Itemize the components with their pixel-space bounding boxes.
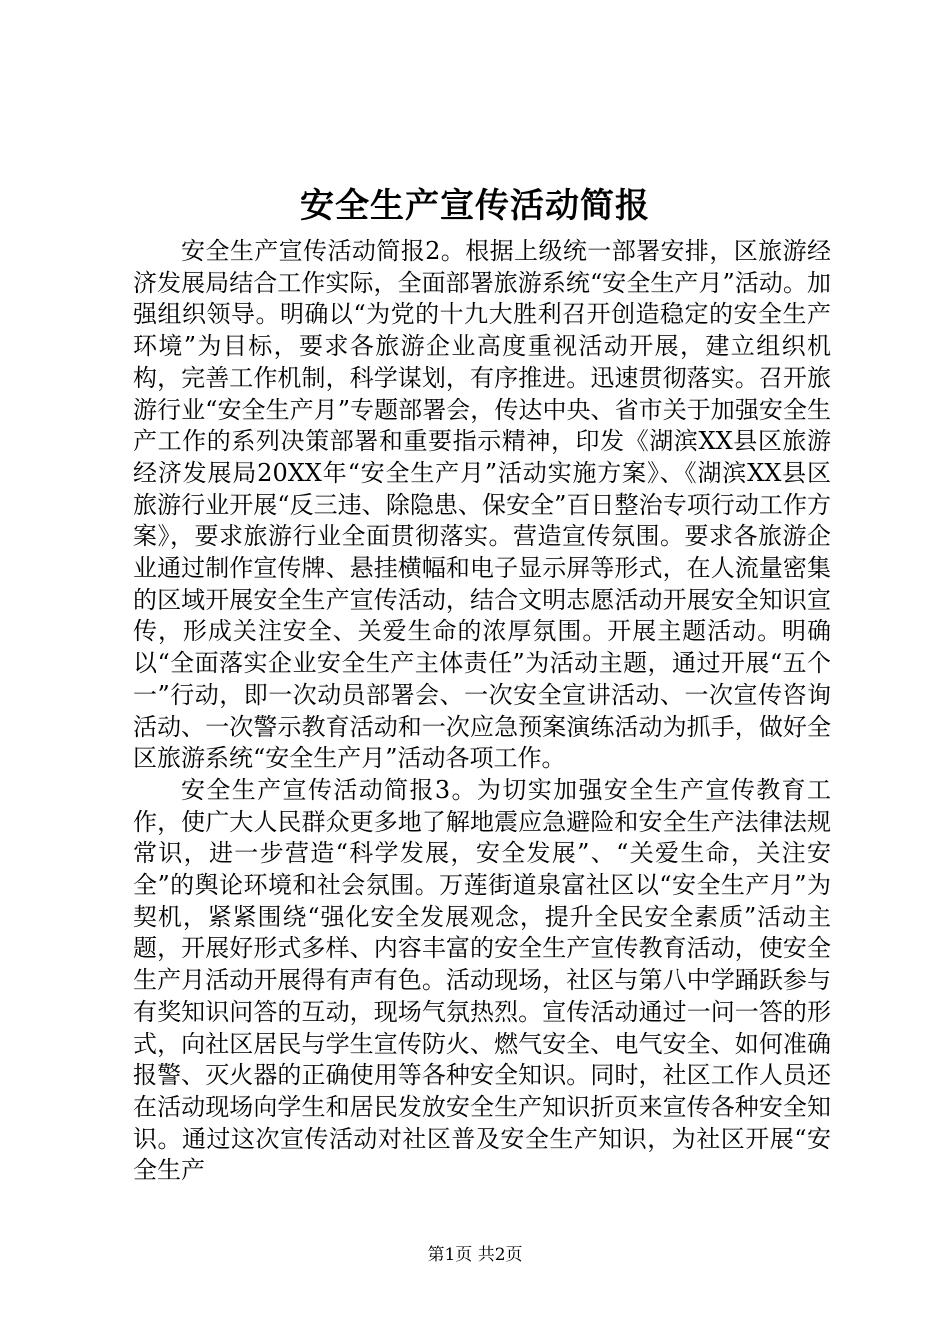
paragraph-2: 安全生产宣传活动简报3。为切实加强安全生产宣传教育工作，使广大人民群众更多地了解地震应急避险和安全生产法律法规常识，进一步营造“科学发展，安全发展”、“关爱生命，关注安全”的舆论环境和社会氛围。万莲街道泉富社区以“安全生产月”为契机，紧紧围绕“强化安全发展观念，提升全民安全素质”活动主题，开展好形式多样、内容丰富的安全生产宣传教育活动，使安全生产月活动开展得有声有色。活动现场，社区与第八中学踊跃参与有奖知识问答的互动，现场气氛热烈。宣传活动通过一问一答的形式，向社区居民与学生宣传防火、燃气安全、电气安全、如何准确报警、灭火器的正确使用等各种安全知识。同时，社区工作人员还在活动现场向学生和居民发放安全生产知识折页来宣传各种安全知识。通过这次宣传活动对社区普及安全生产知识，为社区开展“安全生产 [133,775,831,1185]
document-body [133,236,831,1187]
document-title: 安全生产宣传活动简报 [300,186,650,226]
page-footer: 第1页 共2页 [427,1245,523,1265]
paragraph-1: 安全生产宣传活动简报2。根据上级统一部署安排，区旅游经济发展局结合工作实际，全面部署旅游系统“安全生产月”活动。加强组织领导。明确以“为党的十九大胜利召开创造稳定的安全生产环境”为目标，要求各旅游企业高度重视活动开展，建立组织机构，完善工作机制，科学谋划，有序推进。迅速贯彻落实。召开旅游行业“安全生产月”专题部署会，传达中央、省市关于加强安全生产工作的系列决策部署和重要指示精神，印发《湖滨XX县区旅游经济发展局20XX年“安全生产月”活动实施方案》、《湖滨XX县区旅游行业开展“反三违、除隐患、保安全”百日整治专项行动工作方案》，要求旅游行业全面贯彻落实。营造宣传氛围。要求各旅游企业通过制作宣传牌、悬挂横幅和电子显示屏等形式，在人流量密集的区域开展安全生产宣传活动，结合文明志愿活动开展安全知识宣传，形成关注安全、关爱生命的浓厚氛围。开展主题活动。明确以“全面落实企业安全生产主体责任”为活动主题，通过开展“五个一”行动，即一次动员部署会、一次安全宣讲活动、一次宣传咨询活动、一次警示教育活动和一次应急预案演练活动为抓手，做好全区旅游系统“安全生产月”活动各项工作。 [133,237,831,773]
